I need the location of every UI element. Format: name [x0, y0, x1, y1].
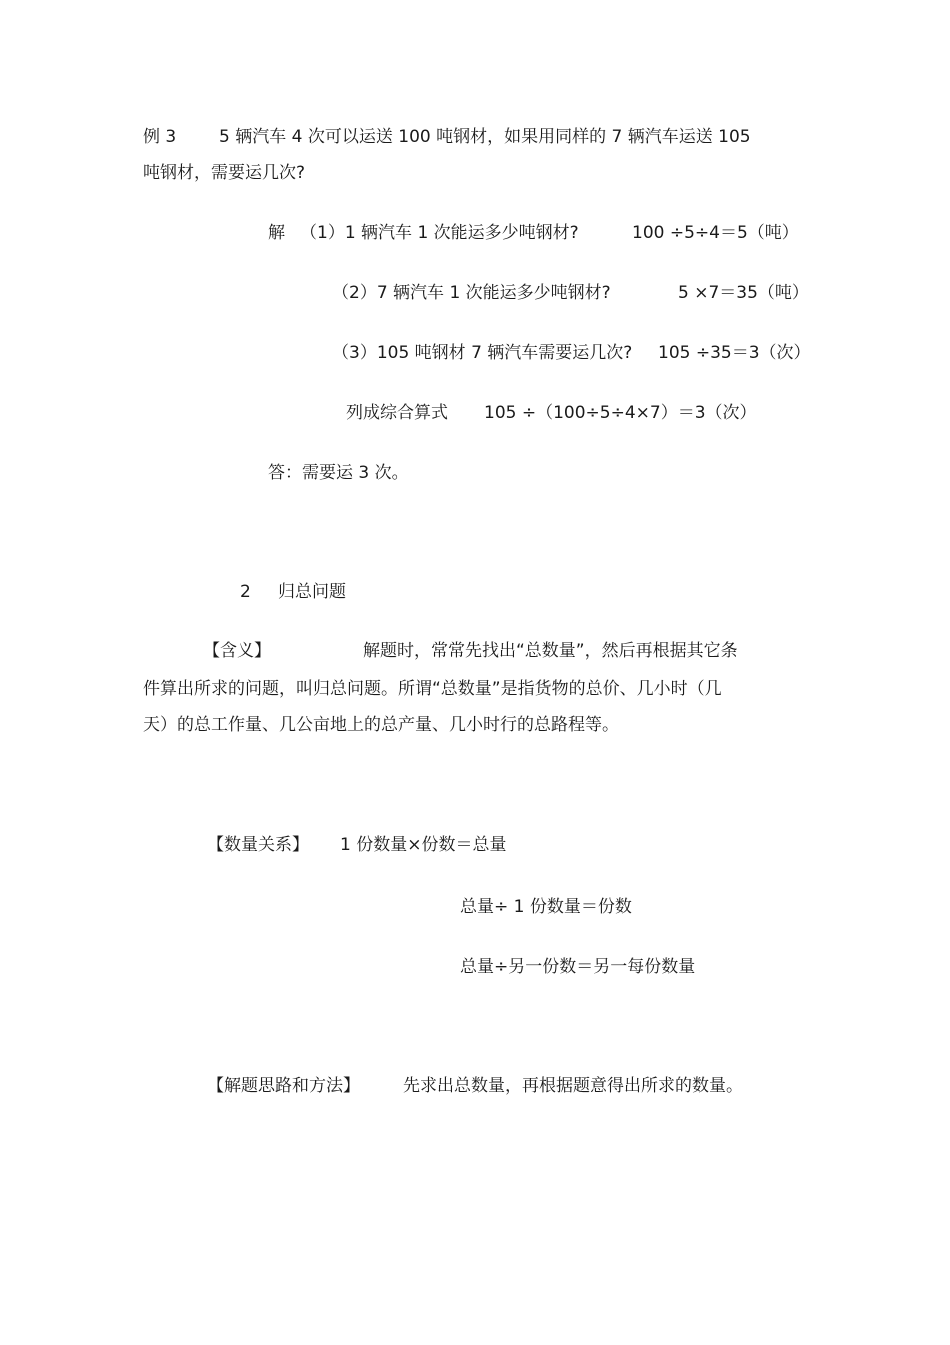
answer-line: 答：需要运 3 次。 — [268, 463, 409, 483]
combined-label: 列成综合算式 — [346, 403, 448, 423]
relation-formula-1: 1 份数量×份数＝总量 — [340, 835, 507, 855]
combined-formula-line — [346, 401, 757, 425]
step-3-question: （3）105 吨钢材 7 辆汽车需要运几次? — [332, 343, 633, 363]
example-line-2: 吨钢材，需要运几次? — [143, 163, 306, 183]
step-1-question: （1）1 辆汽车 1 次能运多少吨钢材? — [300, 223, 579, 243]
method-line — [207, 1074, 743, 1098]
meaning-line-2: 件算出所求的问题，叫归总问题。所谓“总数量”是指货物的总价、几小时（几 — [143, 679, 722, 699]
combined-formula: 105 ÷（100÷5÷4×7）＝3（次） — [484, 403, 757, 423]
meaning-label: 【含义】 — [203, 641, 271, 661]
section-heading — [240, 580, 346, 604]
section-number: 2 — [240, 582, 251, 602]
solution-step-2 — [332, 281, 809, 305]
example-text-1: 5 辆汽车 4 次可以运送 100 吨钢材，如果用同样的 7 辆汽车运送 105 — [219, 127, 751, 147]
method-label: 【解题思路和方法】 — [207, 1076, 360, 1096]
step-2-question: （2）7 辆汽车 1 次能运多少吨钢材? — [332, 283, 611, 303]
step-2-answer: 5 ×7＝35（吨） — [678, 283, 809, 303]
method-text: 先求出总数量，再根据题意得出所求的数量。 — [403, 1076, 743, 1096]
solution-step-3 — [332, 341, 811, 365]
step-1-answer: 100 ÷5÷4＝5（吨） — [632, 223, 799, 243]
meaning-text-1: 解题时，常常先找出“总数量”，然后再根据其它条 — [363, 641, 738, 661]
relations-label: 【数量关系】 — [207, 835, 309, 855]
relations-line-1 — [207, 833, 506, 857]
relation-formula-2: 总量÷ 1 份数量＝份数 — [460, 897, 632, 917]
solution-step-1 — [268, 221, 799, 245]
relation-formula-3: 总量÷另一份数＝另一每份数量 — [460, 957, 696, 977]
example-line-1 — [143, 125, 751, 149]
solution-prefix: 解 — [268, 223, 285, 243]
step-3-answer: 105 ÷35＝3（次） — [658, 343, 811, 363]
example-label: 例 3 — [143, 127, 177, 147]
section-title: 归总问题 — [278, 582, 346, 602]
meaning-line-1 — [203, 639, 738, 663]
meaning-line-3: 天）的总工作量、几公亩地上的总产量、几小时行的总路程等。 — [143, 715, 619, 735]
